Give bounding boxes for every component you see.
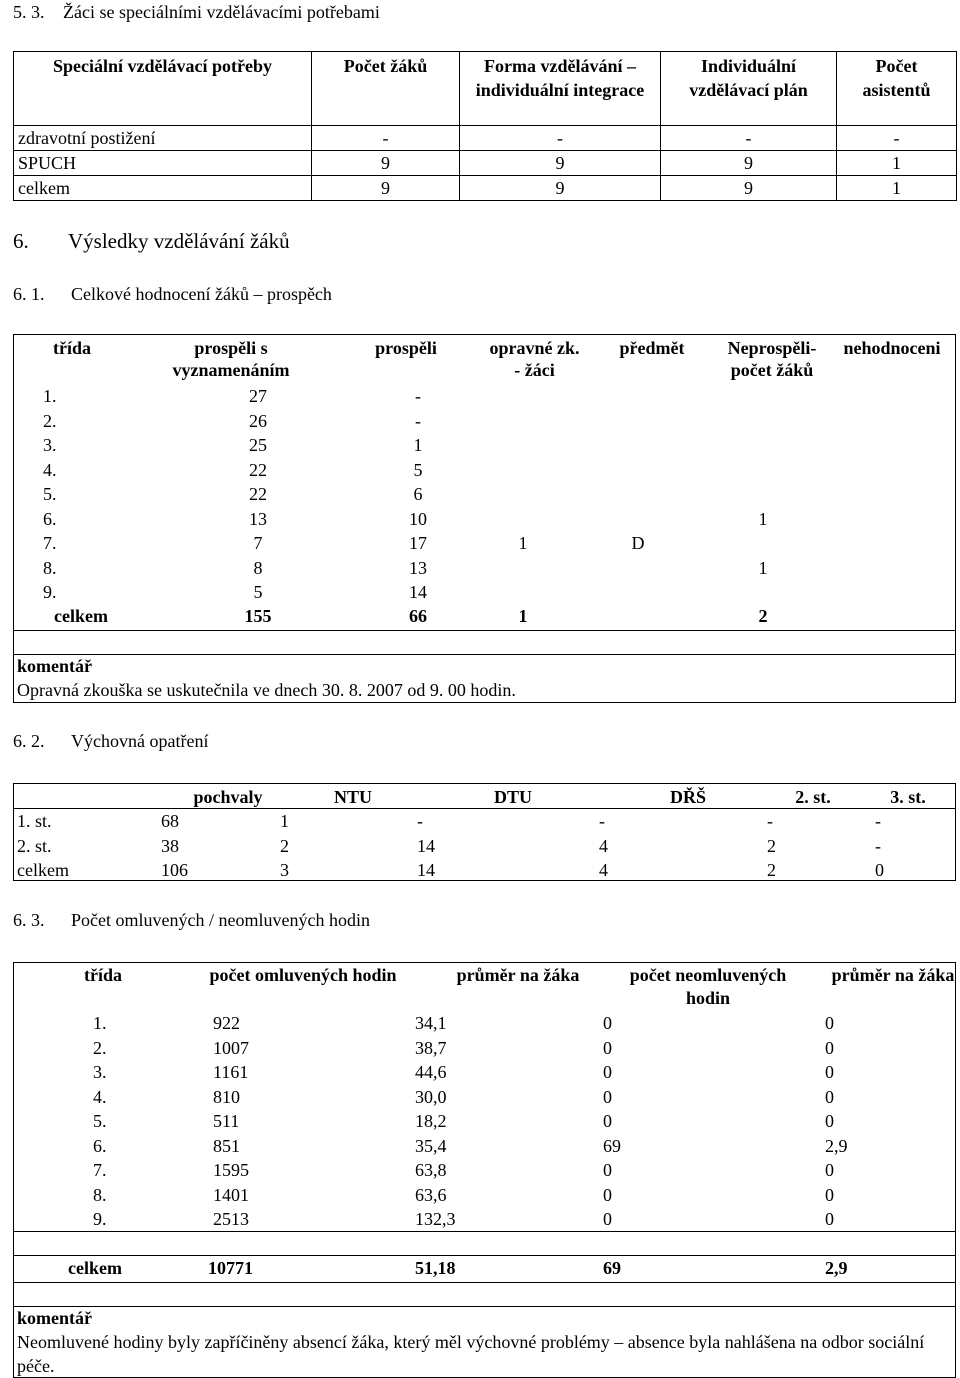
table-cell: -	[767, 811, 773, 831]
table-cell: 18,2	[415, 1111, 447, 1131]
table-cell: -	[837, 126, 957, 151]
section-6-3-heading	[13, 910, 370, 931]
table-cell: 25	[249, 435, 267, 455]
table-cell: 17	[409, 533, 427, 553]
column-header: třída	[53, 338, 91, 358]
column-header: průměr na žáka	[831, 965, 955, 985]
table-cell: zdravotní postižení	[14, 126, 312, 151]
table-cell: 0	[825, 1209, 834, 1229]
column-header: DŘŠ	[669, 787, 706, 807]
column-header: pochvaly	[193, 787, 263, 807]
column-header: DTU	[493, 787, 532, 807]
column-header: Počet asistentů	[837, 52, 957, 126]
column-header: počet omluvených hodin	[209, 965, 397, 985]
table-cell: 9	[460, 176, 661, 201]
comment-label: komentář	[17, 656, 92, 676]
table-cell: celkem	[17, 860, 69, 880]
column-header: prospěli s vyznamenáním	[172, 338, 290, 380]
divider	[13, 630, 956, 631]
section-6-1-heading	[13, 284, 332, 305]
section-title: Výsledky vzdělávání žáků	[68, 229, 290, 253]
table-cell: 2513	[213, 1209, 249, 1229]
table-cell: 2	[280, 835, 289, 856]
table-cell: -	[875, 835, 881, 856]
table-cell: 0	[603, 1160, 612, 1180]
table-row	[14, 151, 957, 176]
table-cell: 0	[603, 1013, 612, 1033]
table-cell: 30,0	[415, 1086, 447, 1107]
table-cell: -	[312, 126, 460, 151]
column-header: 2. st.	[795, 787, 831, 807]
table-cell: 38	[161, 835, 179, 856]
table-cell: 106	[161, 860, 188, 880]
table-cell: 34,1	[415, 1013, 447, 1033]
table-cell: 13	[409, 557, 427, 578]
column-header: předmět	[619, 338, 685, 358]
table-cell: -	[875, 811, 881, 831]
total-cell: 10771	[208, 1258, 253, 1278]
table-cell: -	[460, 126, 661, 151]
table-cell: 1	[518, 606, 528, 626]
table-cell: 0	[603, 1086, 612, 1107]
table-cell: 0	[603, 1037, 612, 1058]
table-cell: 3.	[93, 1062, 107, 1082]
section-number: 6. 3.	[13, 910, 45, 930]
table-cell: 0	[603, 1209, 612, 1229]
table-cell: 35,4	[415, 1135, 447, 1156]
table-cell: 4	[599, 860, 608, 880]
divider	[13, 1282, 956, 1283]
table-cell: 2,9	[825, 1135, 848, 1156]
section-number: 6. 2.	[13, 731, 45, 751]
table-cell: 1	[413, 435, 423, 455]
table-cell: 9	[312, 176, 460, 201]
table-cell: 9	[312, 151, 460, 176]
table-cell: 1	[518, 533, 528, 553]
table-cell: 6	[413, 484, 423, 504]
table-cell: 3	[280, 860, 289, 880]
table-cell: 922	[213, 1013, 240, 1033]
table-cell: 10	[409, 508, 427, 529]
table-cell: 9.	[93, 1209, 107, 1229]
table-cell: 5	[253, 582, 263, 602]
table-cell: 132,3	[415, 1209, 456, 1229]
column-header: Počet žáků	[312, 52, 460, 126]
table-cell: 4.	[93, 1086, 107, 1107]
table-cell: 2	[758, 606, 768, 626]
table-cell: 2.	[93, 1037, 107, 1058]
table-row	[14, 126, 957, 151]
table-cell: 0	[825, 1013, 834, 1033]
table-cell: 1595	[213, 1160, 249, 1180]
column-header: počet neomluvených hodin	[629, 965, 787, 1008]
section-6-2-heading	[13, 731, 208, 752]
column-header: prospěli	[375, 338, 437, 358]
table-cell: 9	[661, 176, 837, 201]
table-cell: 1. st.	[17, 811, 52, 831]
table-cell: 1.	[43, 386, 57, 406]
table-cell: 9	[661, 151, 837, 176]
table-cell: 810	[213, 1086, 240, 1107]
table-cell: 1	[280, 811, 289, 831]
section-number: 6. 1.	[13, 284, 45, 304]
table-cell: 2	[767, 835, 776, 856]
column-header: Forma vzdělávání – individuální integrace	[460, 52, 661, 126]
table-cell: 4	[599, 835, 608, 856]
table-cell: 0	[603, 1062, 612, 1082]
grades-table-frame	[13, 334, 956, 703]
table-cell: 22	[249, 484, 267, 504]
table-cell: 0	[825, 1184, 834, 1205]
section-title: Počet omluvených / neomluvených hodin	[71, 910, 370, 930]
table-cell: -	[599, 811, 605, 831]
table-cell: SPUCH	[14, 151, 312, 176]
table-cell: 155	[244, 606, 272, 626]
table-cell: 22	[249, 459, 267, 480]
table-cell: 1.	[93, 1013, 107, 1033]
table-cell: 14	[417, 860, 435, 880]
table-cell: 0	[825, 1111, 834, 1131]
table-header-row	[14, 52, 957, 126]
section-number: 6.	[13, 229, 29, 253]
section-title: Žáci se speciálními vzdělávacími potřebami	[63, 2, 380, 22]
section-6-heading	[13, 229, 290, 254]
comment-label: komentář	[17, 1308, 92, 1328]
table-cell: 0	[875, 860, 884, 880]
table-cell: 5	[413, 459, 423, 480]
table-cell: 5.	[43, 484, 57, 504]
section-title: Výchovná opatření	[71, 731, 209, 751]
column-header: Individuální vzdělávací plán	[661, 52, 837, 126]
table-cell: 5.	[93, 1111, 107, 1131]
table-cell: 0	[825, 1062, 834, 1082]
grades-table	[13, 334, 956, 381]
table-cell: 3.	[43, 435, 57, 455]
table-cell: 9.	[43, 582, 57, 602]
table-cell: 13	[249, 508, 267, 529]
table-cell: 1	[837, 176, 957, 201]
table-cell: 38,7	[415, 1037, 447, 1058]
table-cell: celkem	[14, 176, 312, 201]
section-5-3-heading	[13, 2, 380, 23]
table-cell: 0	[603, 1111, 612, 1131]
table-cell: 7.	[43, 533, 57, 553]
table-cell: celkem	[54, 606, 108, 626]
special-needs-table	[13, 51, 957, 201]
table-cell: 851	[213, 1135, 240, 1156]
section-number: 5. 3.	[13, 2, 45, 22]
column-header: třída	[84, 965, 122, 985]
table-cell: 26	[249, 410, 267, 431]
table-cell: 14	[417, 835, 435, 856]
table-cell: 511	[213, 1111, 240, 1131]
table-cell: 0	[825, 1086, 834, 1107]
table-cell: 1	[837, 151, 957, 176]
table-cell: 1	[758, 508, 768, 529]
comment-text: Neomluvené hodiny byly zapříčiněny absencí žáka, který měl výchovné problémy – absence byla nahlášena na odbor sociální péče.	[17, 1332, 925, 1376]
table-row	[14, 176, 957, 201]
total-cell: celkem	[68, 1258, 122, 1278]
table-cell: 27	[249, 386, 267, 406]
table-cell: 63,6	[415, 1184, 447, 1205]
table-cell: 63,8	[415, 1160, 447, 1180]
table-cell: 8.	[43, 557, 57, 578]
table-cell: 14	[409, 582, 427, 602]
table-cell: 7.	[93, 1160, 107, 1180]
table-cell: 2.	[43, 410, 57, 431]
table-cell: D	[631, 533, 645, 553]
table-cell: 1161	[213, 1062, 249, 1082]
column-header: opravné zk. - žáci	[489, 338, 580, 380]
table-cell: -	[415, 386, 421, 406]
table-cell: -	[661, 126, 837, 151]
table-cell: 1401	[213, 1184, 249, 1205]
table-cell: 2. st.	[17, 835, 52, 856]
table-cell: 4.	[43, 459, 57, 480]
column-header: Speciální vzdělávací potřeby	[14, 52, 312, 126]
table-cell: 2	[767, 860, 776, 880]
table-cell: 8.	[93, 1184, 107, 1205]
table-cell: 69	[603, 1135, 621, 1156]
table-cell: 0	[825, 1037, 834, 1058]
total-cell: 69	[603, 1258, 621, 1278]
column-header: 3. st.	[890, 787, 926, 807]
divider	[13, 654, 956, 655]
divider	[13, 1306, 956, 1307]
table-cell: 6.	[93, 1135, 107, 1156]
total-cell: 2,9	[825, 1258, 848, 1278]
table-cell: 8	[253, 557, 263, 578]
table-cell: 68	[161, 811, 179, 831]
table-cell: -	[417, 811, 423, 831]
total-cell: 51,18	[415, 1258, 456, 1278]
column-header: průměr na žáka	[456, 965, 580, 985]
table-cell: 0	[825, 1160, 834, 1180]
table-cell: 66	[409, 606, 427, 626]
column-header: NTU	[333, 787, 372, 807]
column-header: Neprospěli- počet žáků	[727, 338, 817, 380]
comment-text: Opravná zkouška se uskutečnila ve dnech 30. 8. 2007 od 9. 00 hodin.	[17, 680, 516, 700]
table-cell: 1007	[213, 1037, 249, 1058]
column-header: nehodnoceni	[843, 338, 941, 358]
divider	[13, 1231, 956, 1232]
table-cell: -	[415, 410, 421, 431]
table-cell: 44,6	[415, 1062, 447, 1082]
table-header-row	[13, 334, 956, 381]
table-cell: 0	[603, 1184, 612, 1205]
table-cell: 1	[758, 557, 768, 578]
section-title: Celkové hodnocení žáků – prospěch	[71, 284, 332, 304]
table-cell: 7	[253, 533, 263, 553]
table-cell: 9	[460, 151, 661, 176]
table-cell: 6.	[43, 508, 57, 529]
